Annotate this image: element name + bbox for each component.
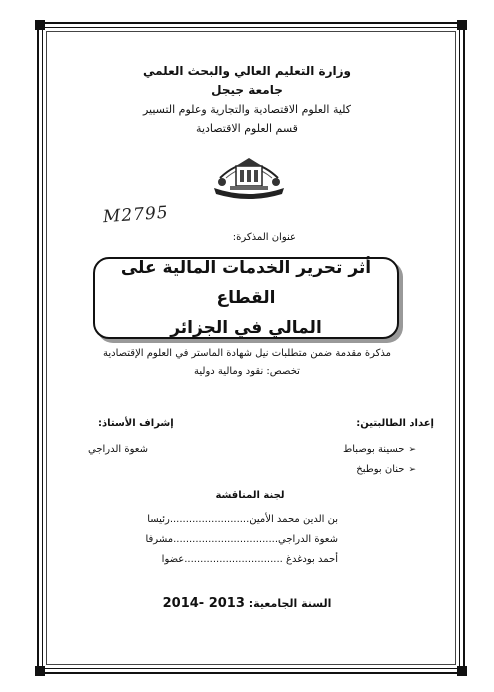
student-item <box>356 464 416 475</box>
prepared-by-label: إعداد الطالبتين: <box>356 418 434 429</box>
frame-corner <box>457 20 467 30</box>
frame-corner <box>457 666 467 676</box>
department-name: قسم العلوم الاقتصادية <box>196 122 298 135</box>
academic-year-value: 2013 -2014 <box>162 596 245 611</box>
thesis-title-line-1: أثر تحرير الخدمات المالية على القطاع <box>120 258 372 308</box>
frame-corner <box>35 20 45 30</box>
committee-member: أحمد بودغدغ ...............................عضوا <box>161 554 338 565</box>
specialization: تخصص: نقود ومالية دولية <box>194 366 300 377</box>
student-name: حنان بوطبخ <box>356 464 405 475</box>
academic-year <box>60 596 434 611</box>
thesis-title-box <box>93 257 399 339</box>
committee-member: بن الدين محمد الأمين.........................رئيسا <box>147 514 338 525</box>
arrow-bullet-icon: ➢ <box>408 465 416 475</box>
arrow-bullet-icon: ➢ <box>408 445 416 455</box>
faculty-name: كلية العلوم الاقتصادية والتجارية وعلوم التسيير <box>142 103 352 116</box>
thesis-statement: مذكرة مقدمة ضمن متطلبات نيل شهادة الماستر في العلوم الإقتصادية <box>102 348 392 359</box>
student-name: حسينة بوصباط <box>343 444 405 455</box>
committee-member: شعوة الدراجي.................................مشرفا <box>145 534 338 545</box>
supervision-label: إشراف الأستاذ: <box>98 418 174 429</box>
supervisor-name: شعوة الدراجي <box>88 444 148 455</box>
archive-code-handwritten: M2795 <box>102 202 170 228</box>
academic-year-label: السنة الجامعية: <box>248 597 332 610</box>
title-label: عنوان المذكرة: <box>232 232 296 243</box>
frame-corner <box>35 666 45 676</box>
student-item <box>343 444 416 455</box>
ministry-name: وزارة التعليم العالي والبحث العلمي <box>142 64 352 78</box>
thesis-title-line-2: المالي في الجزائر <box>170 318 322 338</box>
committee-title: لجنة المناقشة <box>215 490 285 501</box>
university-logo <box>212 148 286 200</box>
university-name: جامعة جيجل <box>211 83 283 97</box>
